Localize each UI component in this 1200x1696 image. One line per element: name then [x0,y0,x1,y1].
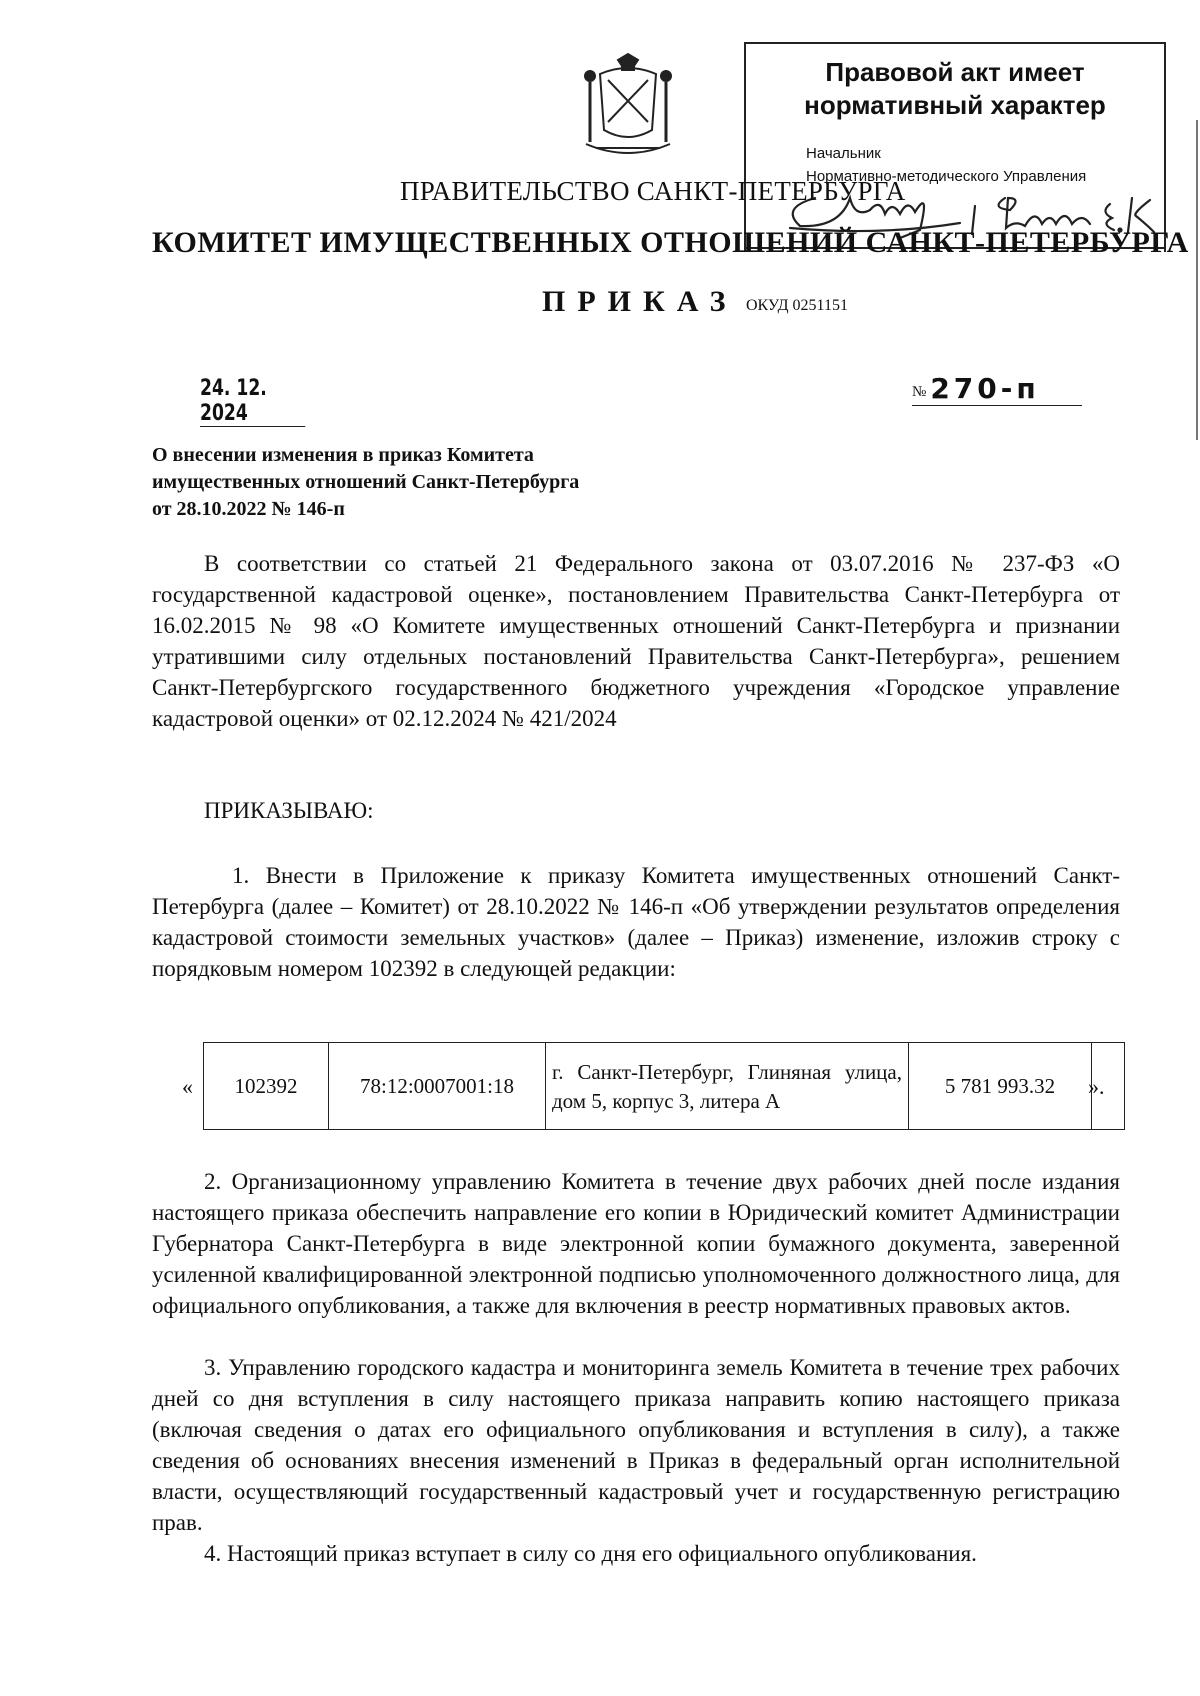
subject-line: от 28.10.2022 № 146-п [152,498,345,520]
item-4-text: 4. Настоящий приказ вступает в силу со дня его официального опубликования. [204,1541,977,1566]
cell-address: г. Санкт-Петербург, Глиняная улица, дом 5, корпус 3, литера А [546,1043,909,1130]
table-row [204,1043,1125,1130]
number-sign: № [912,384,927,400]
item-1-paragraph [152,860,1120,984]
document-number-field [912,372,1082,406]
preamble-paragraph [152,548,1120,734]
table-quote-open: « [182,1074,193,1099]
committee-name: КОМИТЕТ ИМУЩЕСТВЕННЫХ ОТНОШЕНИЙ САНКТ-ПЕТЕРБУРГА [152,226,1189,259]
item-2-text: 2. Организационному управлению Комитета в течение двух рабочих дней после издания настоящего приказа обеспечить направление его копии в Юридический комитет Администрации Губернатора Санкт-Петербурга в виде электронной копии бумажного документа, заверенной усиленной квалифицированной электронной подписью уполномоченного должностного лица, для официального опубликования, а также для включения в реестр нормативных правовых актов. [152,1169,1120,1318]
subject-line: О внесении изменения в приказ Комитета [152,444,534,466]
preamble-text: В соответствии со статьей 21 Федерального закона от 03.07.2016 № 237-ФЗ «О государственной кадастровой оценке», постановлением Правительства Санкт-Петербурга от 16.02.2015 № 98 «О Комитете имущественных отношений Санкт-Петербурга и признании утратившими силу отдельных постановлений Правительства Санкт-Петербурга», решением Санкт-Петербургского государственного бюджетного учреждения «Городское управление кадастровой оценки» от 02.12.2024 № 421/2024 [152,551,1120,731]
stamp-position-line1: Начальник [806,145,881,162]
cell-cadastral-number: 78:12:0007001:18 [329,1043,546,1130]
coat-of-arms-emblem [578,52,678,162]
table-quote-close: ». [1088,1074,1105,1099]
okud-code: ОКУД 0251151 [746,297,848,314]
document-subject [152,442,579,523]
decree-word: ПРИКАЗЫВАЮ: [204,798,374,823]
cadastral-value-table [203,1042,1125,1130]
document-number: 270-п [930,372,1040,405]
item-3-paragraph [152,1352,1120,1538]
government-name: ПРАВИТЕЛЬСТВО САНКТ-ПЕТЕРБУРГА [400,176,906,206]
cell-serial-number: 102392 [204,1043,329,1130]
document-type-title: ПРИКАЗ [542,285,738,318]
item-1-text: 1. Внести в Приложение к приказу Комитета имущественных отношений Санкт-Петербурга (далее – Комитет) от 28.10.2022 № 146-п «Об утверждении результатов определения кадастровой стоимости земельных участков» (далее – Приказ) изменение, изложив строку с порядковым номером 102392 в следующей редакции: [152,863,1120,981]
item-3-text: 3. Управлению городского кадастра и мониторинга земель Комитета в течение трех рабочих дней со дня вступления в силу настоящего приказа направить копию настоящего приказа (включая сведения о датах его официального опубликования и вступления в силу), а также сведения об основаниях внесения изменений в Приказ в федеральный орган исполнительной власти, осуществляющий государственный кадастровый учет и государственную регистрацию прав. [152,1355,1120,1535]
item-2-paragraph [152,1166,1120,1321]
stamp-position-line2: Нормативно-методического Управления [806,168,1087,185]
document-date: 24. 12. 2024 [200,376,305,427]
stamp-title: Правовой акт имеет нормативный характер [804,57,1106,120]
subject-line: имущественных отношений Санкт-Петербурга [152,471,580,493]
cell-cadastral-value: 5 781 993.32 [909,1043,1092,1130]
scan-edge-line [1196,120,1198,440]
decree-word-paragraph [152,795,1120,826]
item-4-paragraph [152,1538,1120,1569]
